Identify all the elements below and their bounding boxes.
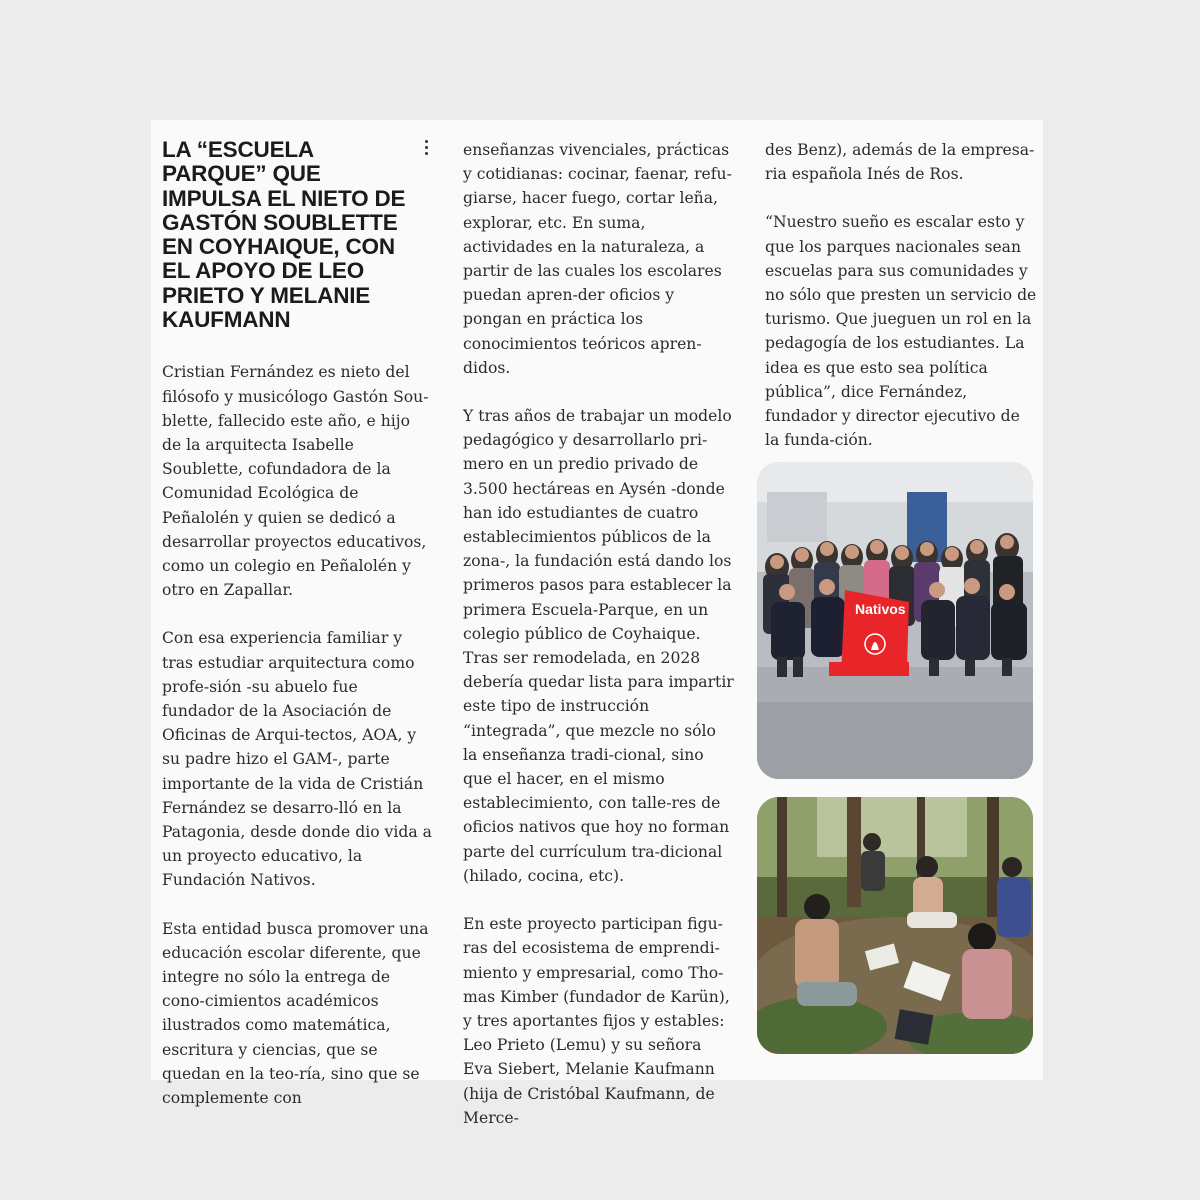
paragraph: Con esa experiencia familiar y tras estudiar arquitectura como profe-sión -su abuelo fue fundador de la Asociación de Oficinas de Arqui-tectos, AOA, y su padre hizo el GAM-, parte importante de la vida de Cristián Fernández se desarro-lló en la Patagonia, desde donde dio vida a un proyecto educativo, la Fundación Nativos. — [162, 629, 432, 890]
paragraph: Esta entidad busca promover una educación escolar diferente, que integre no sólo la entrega de cono-cimientos académicos ilustrados como matemática, escritura y ciencias, que se quedan en la teo-ría, sino que se complemente con — [162, 919, 429, 1108]
group-photo — [757, 462, 1033, 779]
paragraph: “Nuestro sueño es escalar esto y que los parques nacionales sean escuelas para sus comunidades y no sólo que presten un servicio de turismo. Que jueguen un rol en la pedagogía de los estudiantes. La idea es que esto sea política pública”, dice Fernández, fundador y director ejecutivo de la funda-ción. — [765, 213, 1037, 450]
article-page — [151, 120, 1043, 1127]
article-column-1 — [162, 138, 434, 1134]
paragraph: Cristian Fernández es nieto del filósofo y musicólogo Gastón Sou-blette, fallecido este año, e hijo de la arquitecta Isabelle Soublette, cofundadora de la Comunidad Ecológica de Peñalolén y quien se dedicó a desarrollar proyectos educativos, como un colegio en Peñalolén y otro en Zapallar. — [162, 363, 429, 600]
paragraph: En este proyecto participan figu-ras del ecosistema de emprendi-miento y empresarial, como Tho-mas Kimber (fundador de Karün), y tres aportantes fijos y estables: Leo Prieto (Lemu) y su señora Eva Siebert, Melanie Kaufmann (hija de Cristóbal Kaufmann, de Merce- — [463, 915, 730, 1127]
forest-photo — [757, 797, 1033, 1054]
article-title: LA “ESCUELA PARQUE” QUE IMPULSA EL NIETO DE GASTÓN SOUBLETTE EN COYHAIQUE, CON EL APOYO DE LEO PRIETO Y MELANIE KAUFMANN — [162, 137, 406, 333]
paragraph: enseñanzas vivenciales, prácticas y cotidianas: cocinar, faenar, refu-giarse, hacer fuego, cortar leña, explorar, etc. En suma, actividades en la naturaleza, a partir de las cuales los escolares puedan apren-der oficios y pongan en práctica los conocimientos teóricos apren-didos. — [463, 141, 732, 377]
article-column-2 — [463, 138, 735, 1154]
paragraph: des Benz), además de la empresa-ria española Inés de Ros. — [765, 141, 1035, 184]
flag-label: Nativos — [855, 601, 906, 617]
article-column-3 — [765, 138, 1037, 476]
paragraph: Y tras años de trabajar un modelo pedagógico y desarrollarlo pri-mero en un predio privado de 3.500 hectáreas en Aysén -donde han ido estudiantes de cuatro establecimientos públicos de la zona-, la fundación está dando los primeros pasos para establecer la primera Escuela-Parque, en un colegio público de Coyhaique. Tras ser remodelada, en 2028 debería quedar lista para impartir este tipo de instrucción “integrada”, que mezcle no sólo la enseñanza tradi-cional, sino que el hacer, en el mismo establecimiento, con talle-res de oficios nativos que hoy no forman parte del currículum tra-dicional (hilado, cocina, etc). — [463, 407, 734, 885]
